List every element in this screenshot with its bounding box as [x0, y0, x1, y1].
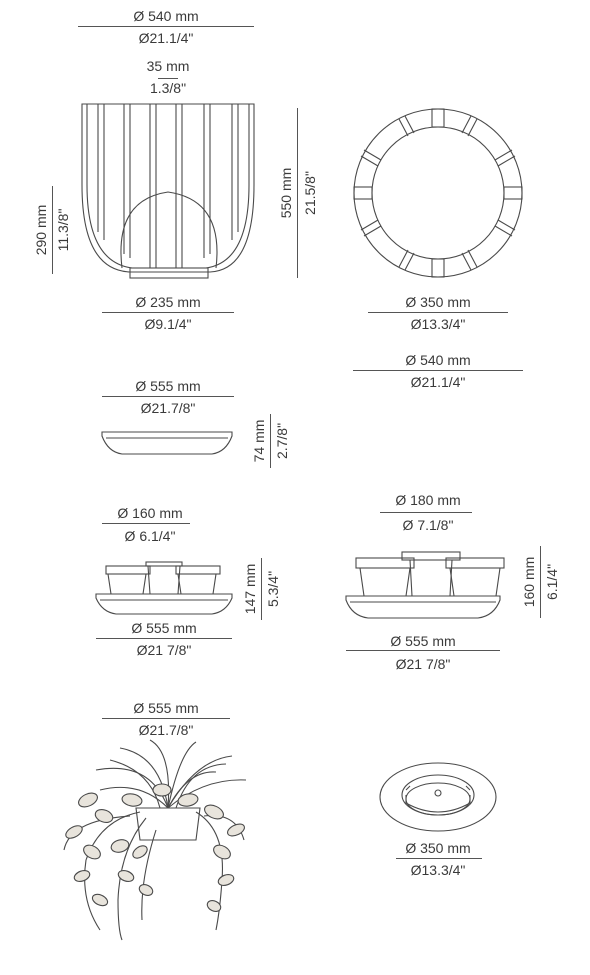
large-pot-in: Ø 7.1/8"	[402, 517, 454, 533]
small-pot-divider	[102, 523, 190, 524]
large-tray-mm: Ø 555 mm	[390, 633, 456, 649]
large-pot-mm: Ø 180 mm	[395, 492, 461, 508]
small-tray-mm: Ø 555 mm	[131, 620, 197, 636]
small-height-in: 5.3/4"	[265, 570, 281, 608]
small-tray-in: Ø21 7/8"	[136, 642, 192, 658]
small-height-mm: 147 mm	[242, 563, 258, 615]
tray-side-view	[102, 432, 232, 454]
height-mm: 550 mm	[278, 167, 294, 219]
ring-inner-divider	[368, 312, 508, 313]
small-height-divider	[261, 558, 262, 620]
base-mm: Ø 235 mm	[135, 294, 201, 310]
tray-height-mm: 74 mm	[251, 419, 267, 463]
large-height-mm: 160 mm	[521, 556, 537, 608]
large-pots-side-view	[346, 552, 504, 618]
small-pot-in: Ø 6.1/4"	[124, 528, 176, 544]
top-width-in: Ø21.1/4"	[138, 30, 194, 46]
slat-divider	[158, 78, 178, 79]
base-plate-mm: Ø 350 mm	[405, 840, 471, 856]
base-plate-divider	[396, 858, 482, 859]
base-in: Ø9.1/4"	[144, 316, 192, 332]
ring-inner-mm: Ø 350 mm	[405, 294, 471, 310]
slat-width-in: 1.3/8"	[149, 80, 187, 96]
glass-height-in: 11.3/8"	[55, 208, 71, 252]
plant-divider	[102, 718, 230, 719]
large-tray-divider	[346, 650, 500, 651]
base-plate-in: Ø13.3/4"	[410, 862, 466, 878]
lamp-cage-side-view	[82, 104, 254, 278]
glass-height-divider	[52, 186, 53, 274]
small-pots-side-view	[96, 562, 232, 614]
plant-width-in: Ø21.7/8"	[138, 722, 194, 738]
large-height-divider	[540, 546, 541, 618]
ring-inner-in: Ø13.3/4"	[410, 316, 466, 332]
glass-height-mm: 290 mm	[33, 204, 49, 256]
top-width-mm: Ø 540 mm	[133, 8, 199, 24]
large-tray-in: Ø21 7/8"	[395, 656, 451, 672]
base-divider	[102, 312, 234, 313]
small-tray-divider	[96, 638, 232, 639]
tray-height-divider	[270, 414, 271, 468]
ring-outer-mm: Ø 540 mm	[405, 352, 471, 368]
small-pot-mm: Ø 160 mm	[117, 505, 183, 521]
tray-width-mm: Ø 555 mm	[135, 378, 201, 394]
ring-outer-divider	[353, 370, 523, 371]
tray-width-in: Ø21.7/8"	[140, 400, 196, 416]
plant-width-mm: Ø 555 mm	[133, 700, 199, 716]
height-in: 21.5/8"	[302, 171, 318, 215]
slat-width-mm: 35 mm	[146, 58, 190, 74]
base-plate-view	[380, 763, 496, 831]
large-height-in: 6.1/4"	[544, 563, 560, 601]
plant-illustration	[64, 740, 247, 940]
top-width-divider	[78, 26, 254, 27]
tray-height-in: 2.7/8"	[274, 422, 290, 460]
ring-top-view	[354, 109, 522, 277]
height-divider	[297, 108, 298, 278]
ring-outer-in: Ø21.1/4"	[410, 374, 466, 390]
tray-divider	[102, 396, 234, 397]
large-pot-divider	[380, 512, 472, 513]
